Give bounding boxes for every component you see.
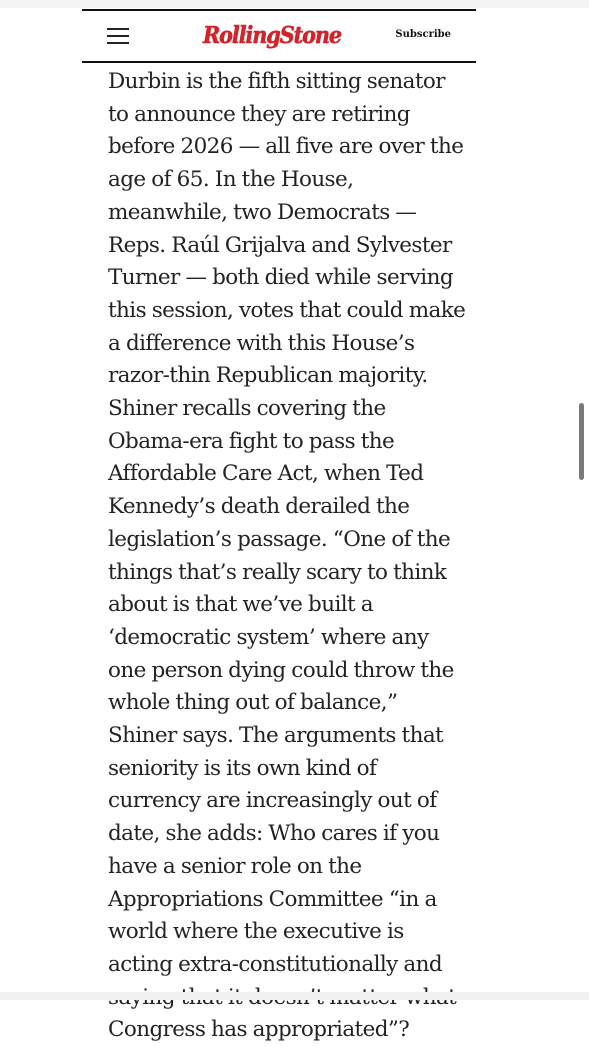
rolling-stone-logo[interactable]: [202, 19, 342, 51]
logo-text: RollingStone: [202, 22, 342, 49]
bottom-strip: [0, 992, 589, 1000]
site-header: [82, 9, 476, 63]
top-strip: [0, 0, 589, 8]
article-paragraph: Durbin is the fifth sitting senator to announce they are retiring before 2026 — all five are over the age of 65. In the House, meanwhile, two Democrats — Reps. Raúl Grijalva and Sylvester Turner — both died while serving this session, votes that could make a difference with this House’s razor-thin Republican majority. Shiner recalls covering the Obama-era fight to pass the Affordable Care Act, when Ted Kennedy’s death derailed the legislation’s passage. “One of the things that’s really scary to think about is that we’ve built a ‘democratic system’ where any one person dying could throw the whole thing out of balance,” Shiner says. The arguments that seniority is its own kind of currency are increasingly out of date, she adds: Who cares if you have a senior role on the Appropriations Committee “in a world where the executive is acting extra-constitutionally and Congress has appropriated”?: [108, 69, 466, 1043]
hamburger-menu-icon[interactable]: [107, 27, 129, 45]
subscribe-link[interactable]: Subscribe: [395, 29, 451, 40]
scrollbar-thumb[interactable]: [579, 403, 584, 480]
